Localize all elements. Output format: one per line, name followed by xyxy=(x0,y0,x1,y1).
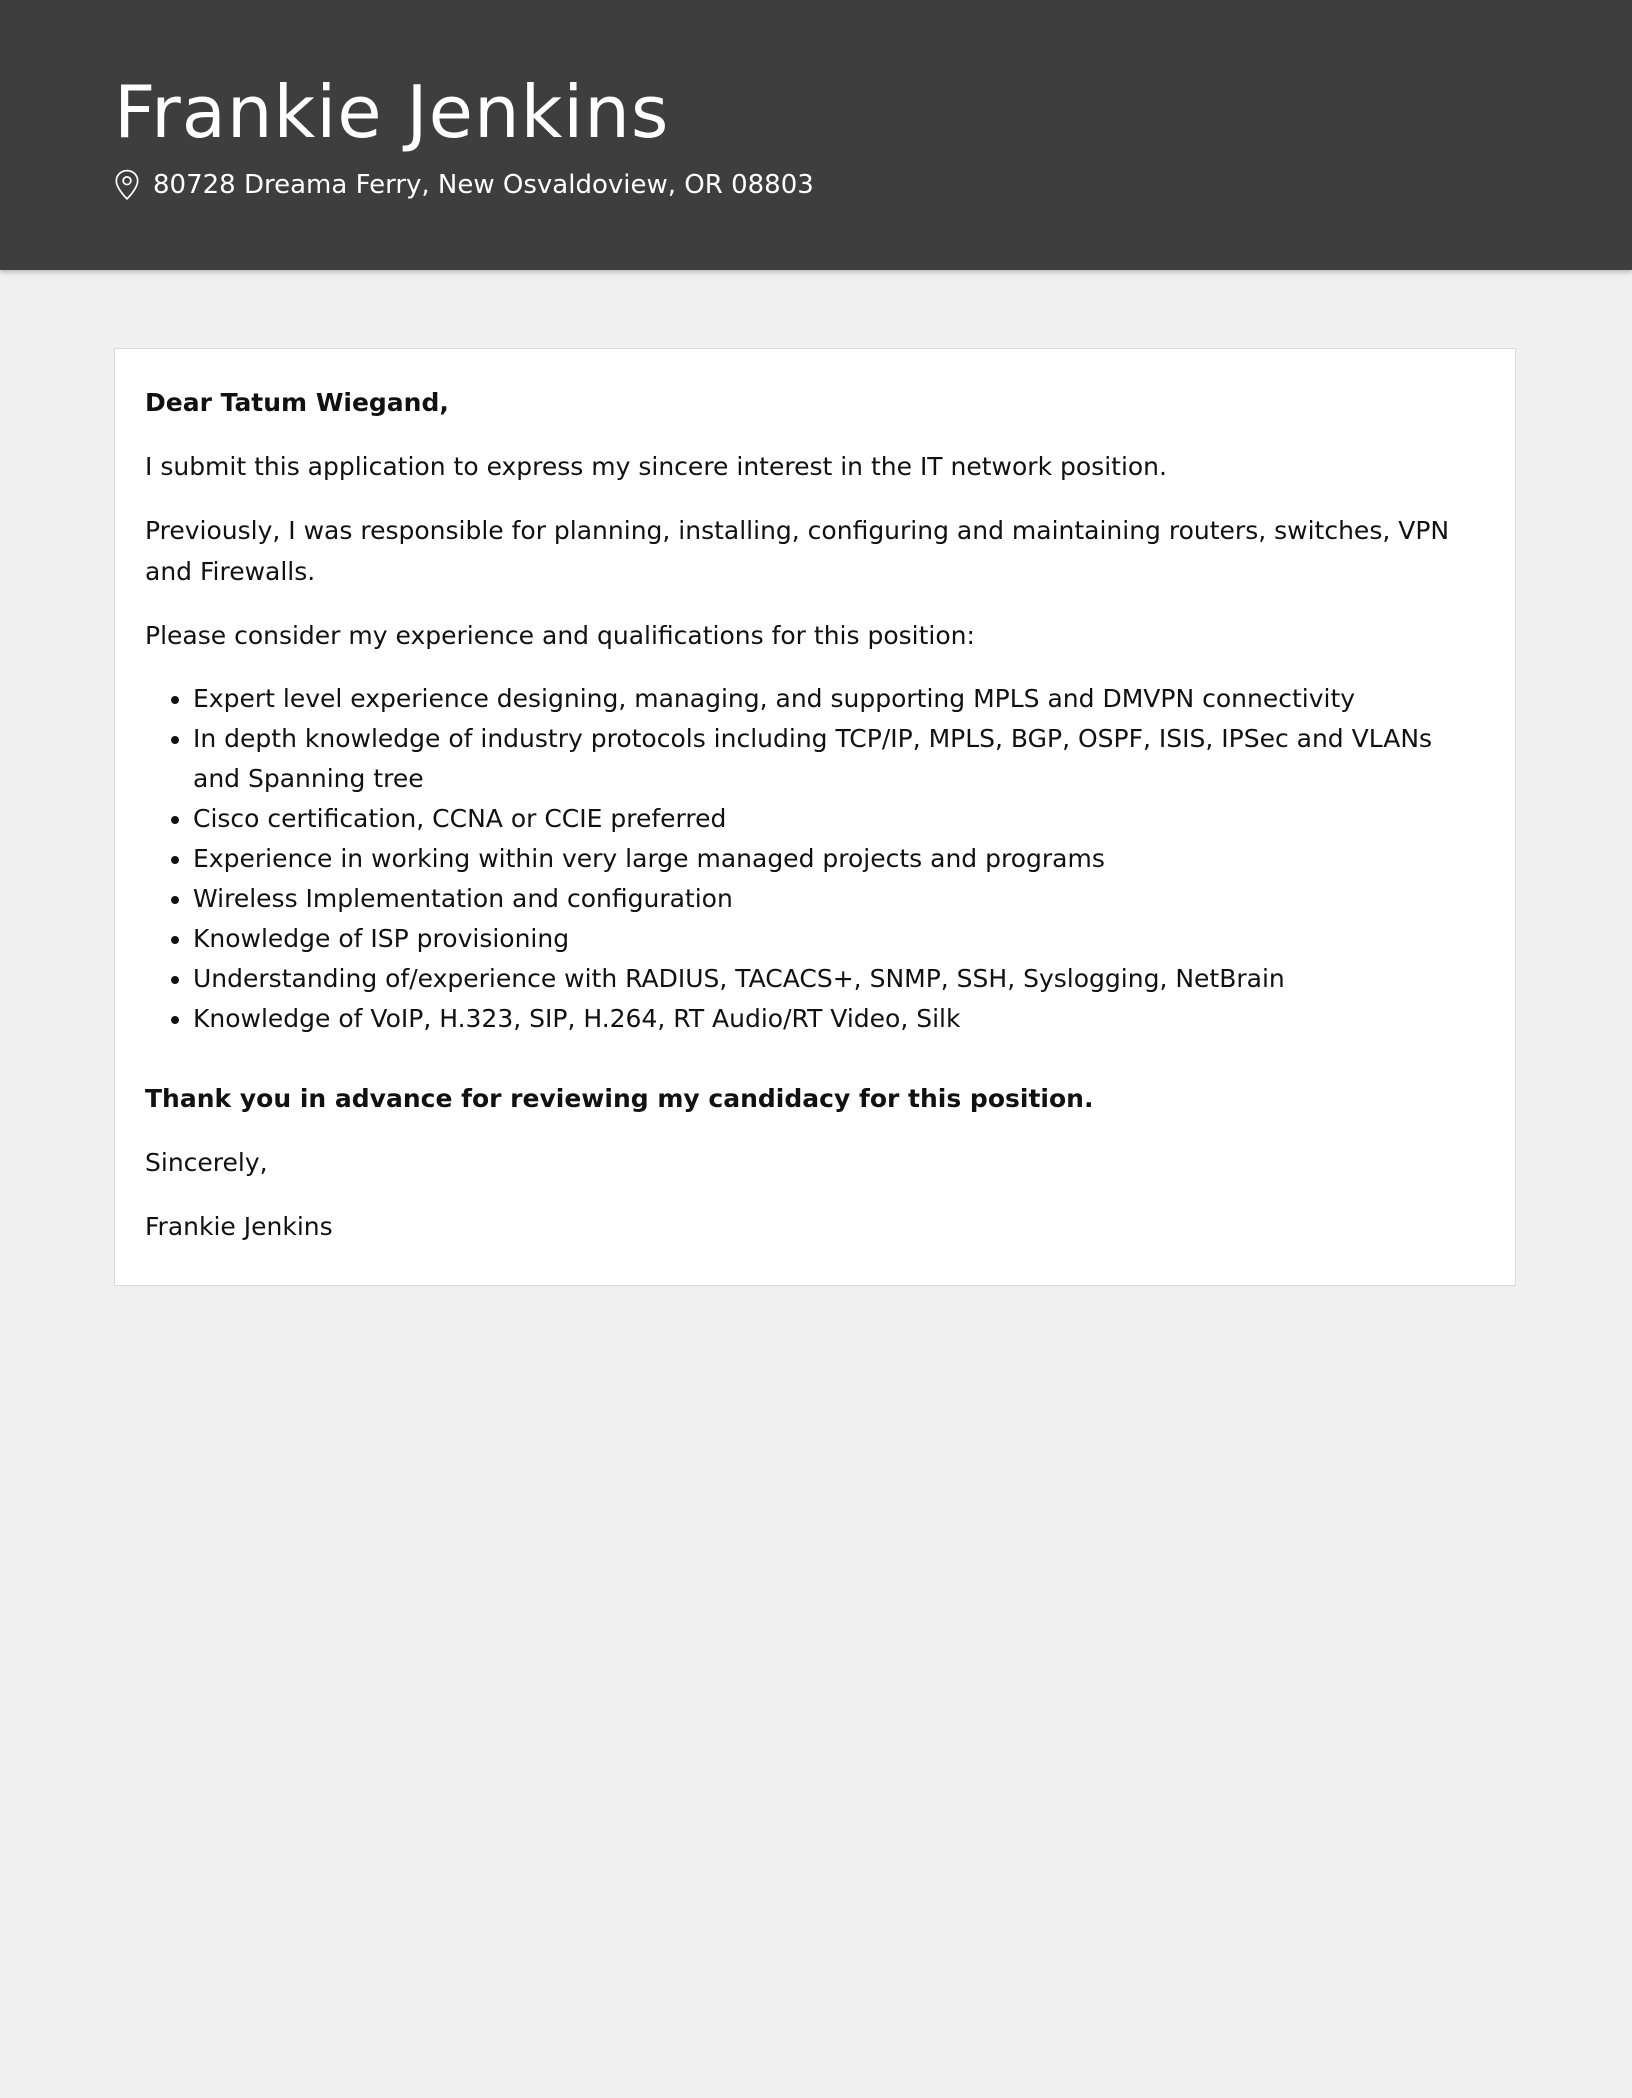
signature-name: Frankie Jenkins xyxy=(145,1212,333,1241)
cover-letter-card xyxy=(114,348,1516,1286)
list-item: • Knowledge of ISP provisioning xyxy=(193,919,1475,959)
profile-header xyxy=(0,0,1632,270)
salutation: Dear Tatum Wiegand, xyxy=(145,388,449,417)
list-item: • In depth knowledge of industry protocols including TCP/IP, MPLS, BGP, OSPF, ISIS, IPSec and VLANs and Spanning tree xyxy=(193,719,1475,799)
list-item: • Wireless Implementation and configuration xyxy=(193,879,1475,919)
experience-paragraph: Previously, I was responsible for planning, installing, configuring and maintaining routers, switches, VPN and Firewalls. xyxy=(145,516,1450,586)
qualifications-list xyxy=(145,679,1475,1039)
qualifications-intro: Please consider my experience and qualifications for this position: xyxy=(145,621,975,650)
signoff: Sincerely, xyxy=(145,1148,268,1177)
letter-body xyxy=(145,382,1475,1270)
list-item: • Knowledge of VoIP, H.323, SIP, H.264, RT Audio/RT Video, Silk xyxy=(193,999,1475,1039)
address-row xyxy=(114,165,814,205)
applicant-name: Frankie Jenkins xyxy=(114,70,670,154)
intro-paragraph: I submit this application to express my sincere interest in the IT network position. xyxy=(145,452,1167,481)
closing-paragraph: Thank you in advance for reviewing my candidacy for this position. xyxy=(145,1084,1094,1113)
list-item: • Understanding of/experience with RADIUS, TACACS+, SNMP, SSH, Syslogging, NetBrain xyxy=(193,959,1475,999)
list-item: • Cisco certification, CCNA or CCIE preferred xyxy=(193,799,1475,839)
list-item: • Experience in working within very large managed projects and programs xyxy=(193,839,1475,879)
list-item: • Expert level experience designing, managing, and supporting MPLS and DMVPN connectivity xyxy=(193,679,1475,719)
address-text: 80728 Dreama Ferry, New Osvaldoview, OR 08803 xyxy=(153,170,814,200)
map-pin-icon xyxy=(114,169,140,201)
